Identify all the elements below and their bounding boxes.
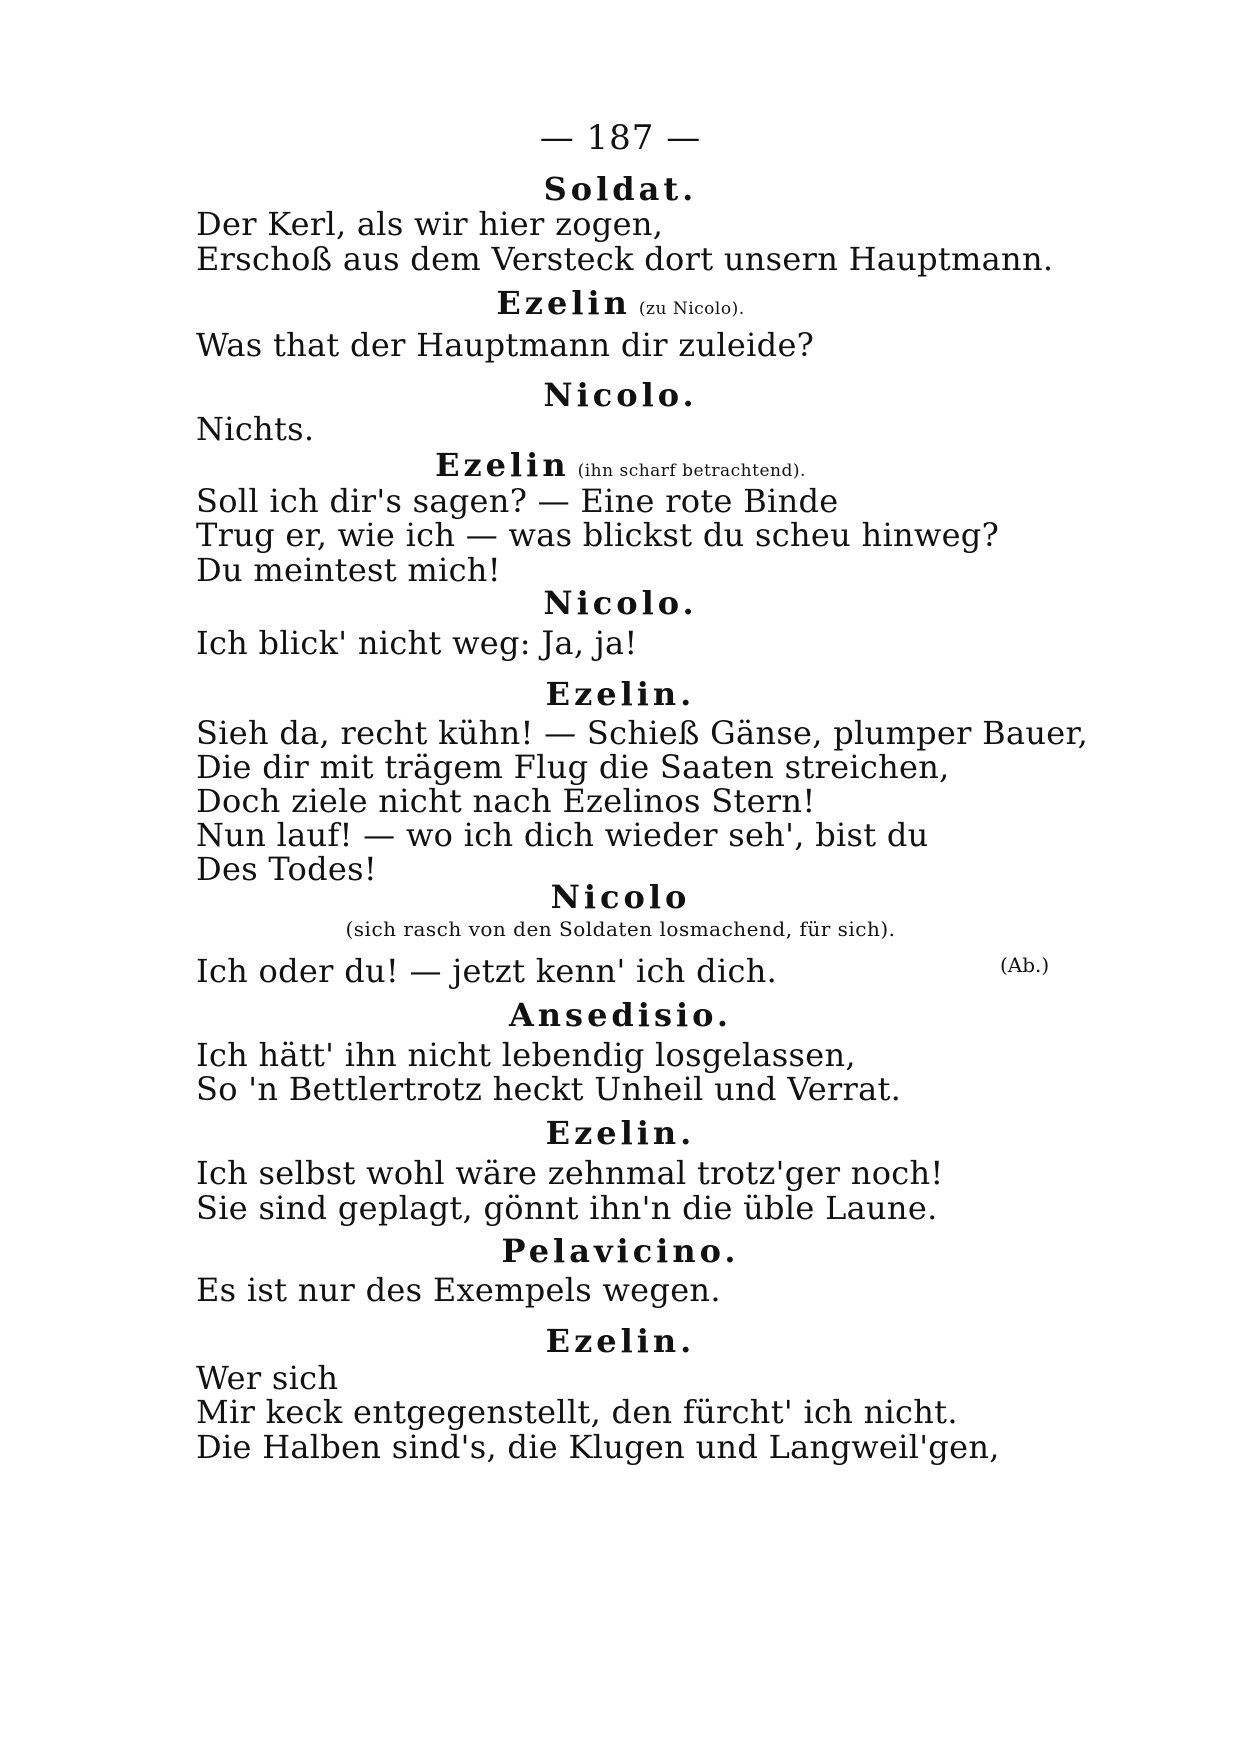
verse-line: Was that der Hauptmann dir zuleide? [196, 326, 815, 364]
verse-line: Ich oder du! — jetzt kenn' ich dich. [196, 952, 778, 990]
verse-line: Trug er, wie ich — was blickst du scheu hinweg? [196, 516, 1000, 554]
verse-line: Ich hätt' ihn nicht lebendig losgelassen, [196, 1036, 856, 1074]
verse-line: Die Halben sind's, die Klugen und Langweil'gen, [196, 1428, 1000, 1466]
speaker-name: Ezelin [496, 284, 631, 322]
verse-line: Der Kerl, als wir hier zogen, [196, 205, 664, 243]
verse-line: Nun lauf! — wo ich dich wieder seh', bist du [196, 816, 929, 854]
verse-line: Soll ich dir's sagen? — Eine rote Binde [196, 482, 839, 520]
speaker-name: Nicolo. [543, 376, 698, 414]
speaker-name: Ezelin. [545, 1114, 696, 1152]
speaker-name: Ezelin. [545, 675, 696, 713]
verse-line: Die dir mit trägem Flug die Saaten streichen, [196, 748, 950, 786]
stage-direction: (sich rasch von den Soldaten losmachend, für sich). [345, 917, 896, 941]
speaker-name: Nicolo [550, 878, 691, 916]
page-number: — 187 — [539, 118, 702, 158]
verse-line: Sieh da, recht kühn! — Schieß Gänse, plumper Bauer, [196, 714, 1089, 752]
verse-line: Ich selbst wohl wäre zehnmal trotz'ger noch! [196, 1154, 944, 1192]
speaker-heading [0, 878, 1241, 916]
verse-line: Ich blick' nicht weg: Ja, ja! [196, 624, 638, 662]
verse-line: Des Todes! [196, 850, 378, 888]
stage-direction: (ihn scharf betrachtend). [577, 461, 806, 481]
stage-direction: (zu Nicolo). [638, 299, 745, 319]
verse-line: Es ist nur des Exempels wegen. [196, 1271, 721, 1309]
speaker-name: Pelavicino. [501, 1232, 740, 1270]
speaker-heading [0, 584, 1241, 622]
speaker-heading [0, 284, 1241, 322]
speaker-name: Ansedisio. [508, 996, 733, 1034]
speaker-name: Ezelin [435, 446, 570, 484]
verse-line: Nichts. [196, 410, 315, 448]
verse-line: Doch ziele nicht nach Ezelinos Stern! [196, 782, 816, 820]
speaker-heading [0, 170, 1241, 208]
speaker-name: Soldat. [543, 170, 698, 208]
verse-line: Mir keck entgegenstellt, den fürcht' ich nicht. [196, 1393, 958, 1431]
verse-line: Wer sich [196, 1359, 339, 1397]
verse-line: Du meintest mich! [196, 551, 501, 589]
verse-line: So 'n Bettlertrotz heckt Unheil und Verrat. [196, 1070, 902, 1108]
speaker-name: Nicolo. [543, 584, 698, 622]
speaker-heading [0, 446, 1241, 484]
speaker-heading [0, 376, 1241, 414]
speaker-heading [0, 996, 1241, 1034]
verse-line: Sie sind geplagt, gönnt ihn'n die üble Laune. [196, 1189, 938, 1227]
speaker-name: Ezelin. [545, 1322, 696, 1360]
speaker-heading [0, 1232, 1241, 1270]
exit-direction: (Ab.) [1000, 953, 1050, 977]
speaker-heading [0, 1114, 1241, 1152]
verse-line: Erschoß aus dem Versteck dort unsern Hauptmann. [196, 240, 1054, 278]
speaker-heading [0, 675, 1241, 713]
speaker-heading [0, 1322, 1241, 1360]
